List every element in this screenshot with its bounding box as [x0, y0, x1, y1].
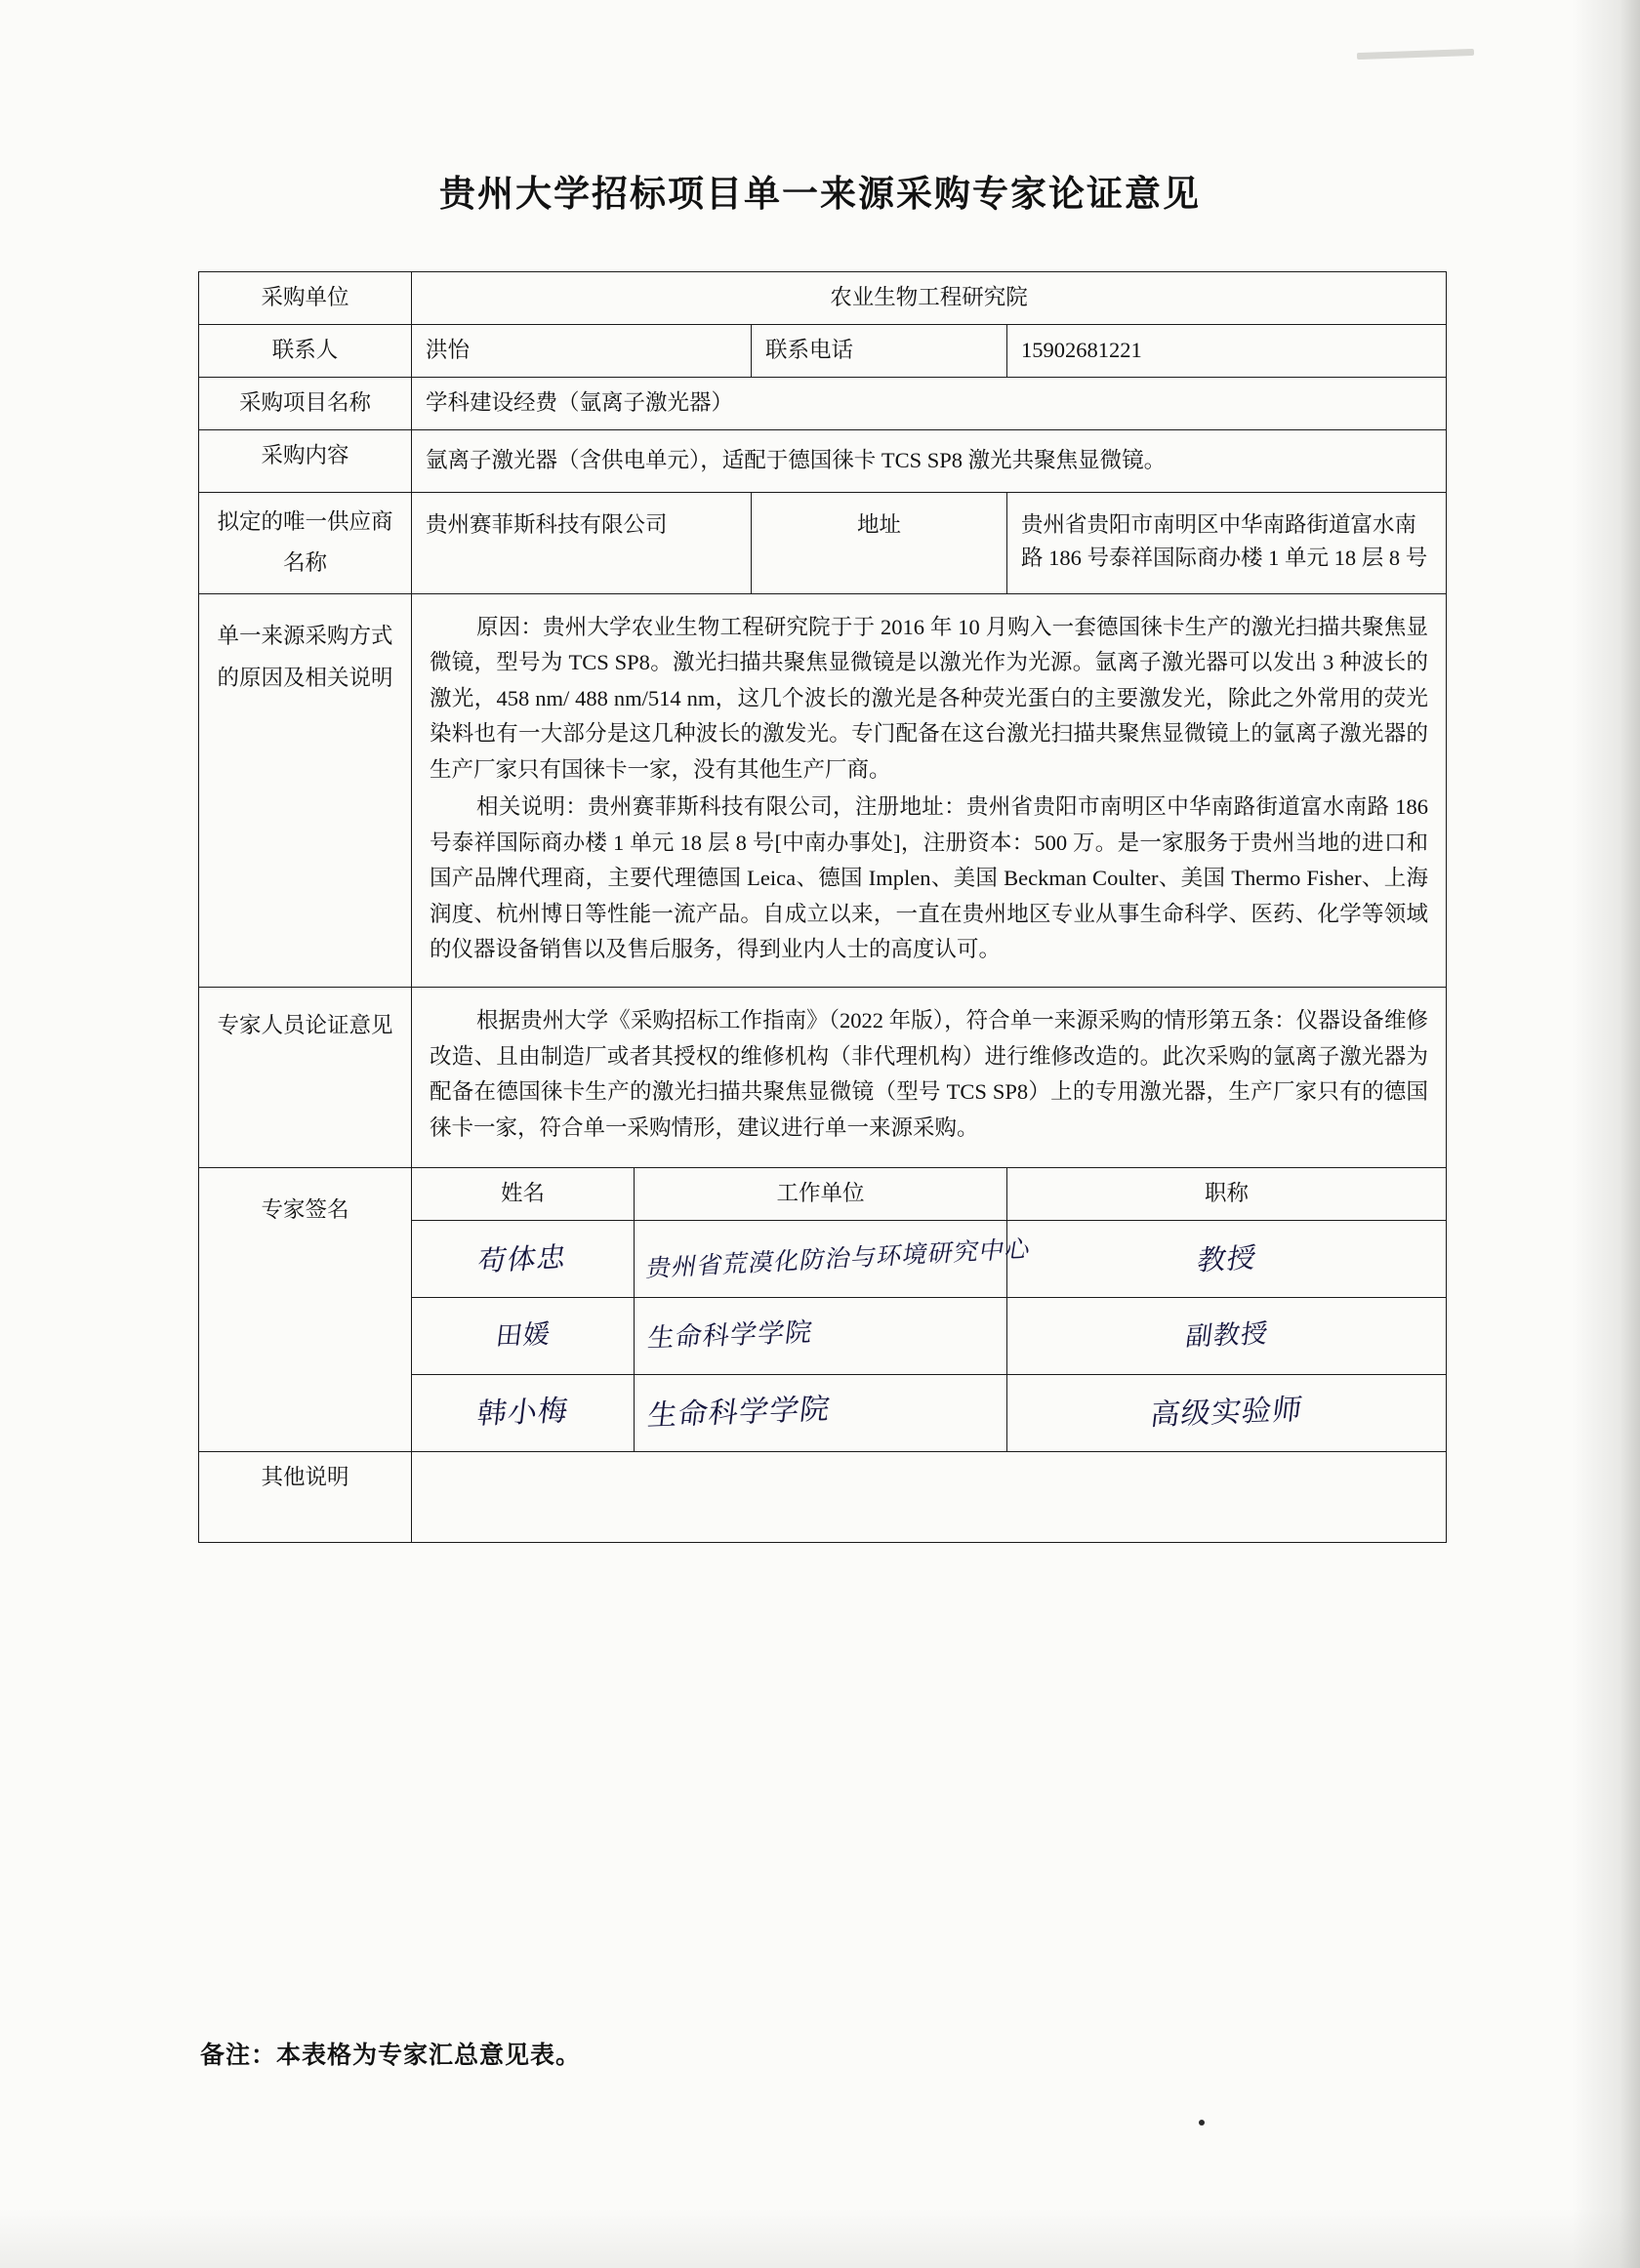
table-row-purchaser — [199, 272, 1447, 325]
contact-label: 联系人 — [199, 324, 412, 377]
supplier-value: 贵州赛菲斯科技有限公司 — [412, 492, 752, 594]
reason-content — [412, 594, 1447, 988]
phone-label: 联系电话 — [752, 324, 1007, 377]
document-title: 贵州大学招标项目单一来源采购专家论证意见 — [439, 172, 1201, 215]
scan-shadow-bottom — [0, 2209, 1640, 2268]
purchaser-label: 采购单位 — [199, 272, 412, 325]
address-value: 贵州省贵阳市南明区中华南路街道富水南路 186 号泰祥国际商办楼 1 单元 18 层 8 号 — [1007, 492, 1447, 594]
signature-label: 专家签名 — [199, 1168, 412, 1452]
project-value: 学科建设经费（氩离子激光器） — [412, 377, 1447, 429]
phone-value: 15902681221 — [1007, 324, 1447, 377]
signature-unit-1 — [635, 1221, 1034, 1298]
expert-opinion-label: 专家人员论证意见 — [199, 988, 412, 1168]
signature-name-1-text: 苟体忠 — [475, 1239, 570, 1277]
expert-opinion-text: 根据贵州大学《采购招标工作指南》（2022 年版），符合单一来源采购的情形第五条：仪器设备维修改造、且由制造厂或者其授权的维修机构（非代理机构）进行维修改造的。此次采购的氩离子激光器为配备在德国徕卡生产的激光扫描共聚焦显微镜（型号 TCS SP8）上的专用激光器，生产厂家只有的德国徕卡一家，符合单一采购情形，建议进行单一来源采购。 — [430, 1008, 1429, 1140]
signature-unit-3 — [635, 1375, 1007, 1452]
signature-unit-3-text: 生命科学学院 — [645, 1392, 833, 1434]
table-row-signature-header — [199, 1168, 1447, 1221]
reason-paragraph-2: 相关说明：贵州赛菲斯科技有限公司，注册地址：贵州省贵阳市南明区中华南路街道富水南路 186 号泰祥国际商办楼 1 单元 18 层 8 号[中南办事处]，注册资本：500 万。是一家服务于贵州当地的进口和国产品牌代理商，主要代理德国 Leica、德国 Implen、美国 Beckman Coulter、美国 Thermo Fisher、上海润度、杭州博日等性能一流产品。自成立以来，一直在贵州地区专业从事生命科学、医药、化学等领域的仪器设备销售以及售后服务，得到业内人士的高度认可。 — [430, 794, 1429, 961]
table-row-contact — [199, 324, 1447, 377]
table-row-reason — [199, 594, 1447, 988]
signature-header-unit: 工作单位 — [635, 1168, 1007, 1221]
reason-paragraph-1: 原因：贵州大学农业生物工程研究院于于 2016 年 10 月购入一套德国徕卡生产的激光扫描共聚焦显微镜，型号为 TCS SP8。激光扫描共聚焦显微镜是以激光作为光源。氩离子激光器可以发出 3 种波长的激光，458 nm/ 488 nm/514 nm，这几个波长的激光是各种荧光蛋白的主要激发光，除此之外常用的荧光染料也有一大部分是这几种波长的激发光。专门配备在这台激光扫描共聚焦显微镜上的氩离子激光器的生产厂家只有国徕卡一家，没有其他生产厂商。 — [430, 615, 1429, 782]
signature-title-1 — [1007, 1221, 1447, 1298]
signature-name-3-text: 韩小梅 — [474, 1393, 571, 1432]
content-value: 氩离子激光器（含供电单元），适配于德国徕卡 TCS SP8 激光共聚焦显微镜。 — [412, 429, 1447, 492]
reason-label: 单一来源采购方式的原因及相关说明 — [199, 594, 412, 988]
signature-name-1 — [412, 1221, 635, 1298]
supplier-label: 拟定的唯一供应商名称 — [199, 492, 412, 594]
scan-shadow-right — [1572, 0, 1640, 2268]
signature-unit-1-text: 贵州省荒漠化防治与环境研究中心 — [643, 1234, 1034, 1282]
table-row-expert-opinion — [199, 988, 1447, 1168]
contact-value: 洪怡 — [412, 324, 752, 377]
footer-note: 备注：本表格为专家汇总意见表。 — [200, 2043, 582, 2069]
procurement-form-table — [198, 271, 1447, 1543]
project-label: 采购项目名称 — [199, 377, 412, 429]
signature-title-2 — [1007, 1298, 1447, 1375]
scan-artifact-mark — [1357, 49, 1474, 60]
signature-title-3 — [1007, 1375, 1447, 1452]
table-row-project — [199, 377, 1447, 429]
signature-name-3 — [412, 1375, 635, 1452]
signature-title-3-text: 高级实验师 — [1148, 1392, 1305, 1433]
other-label: 其他说明 — [199, 1452, 412, 1543]
signature-header-name: 姓名 — [412, 1168, 635, 1221]
table-row-other — [199, 1452, 1447, 1543]
scan-artifact-dot — [1199, 2120, 1205, 2126]
content-label: 采购内容 — [199, 429, 412, 492]
signature-unit-2-text: 生命科学学院 — [645, 1316, 815, 1355]
table-row-content — [199, 429, 1447, 492]
signature-header-title: 职称 — [1007, 1168, 1447, 1221]
signature-unit-2 — [635, 1298, 1007, 1375]
address-label: 地址 — [752, 492, 1007, 594]
signature-title-2-text: 副教授 — [1183, 1318, 1270, 1353]
signature-name-2-text: 田媛 — [493, 1319, 553, 1353]
table-row-supplier — [199, 492, 1447, 594]
signature-title-1-text: 教授 — [1194, 1239, 1259, 1277]
expert-opinion-content — [412, 988, 1447, 1168]
purchaser-value: 农业生物工程研究院 — [412, 272, 1447, 325]
other-value — [412, 1452, 1447, 1543]
signature-name-2 — [412, 1298, 635, 1375]
